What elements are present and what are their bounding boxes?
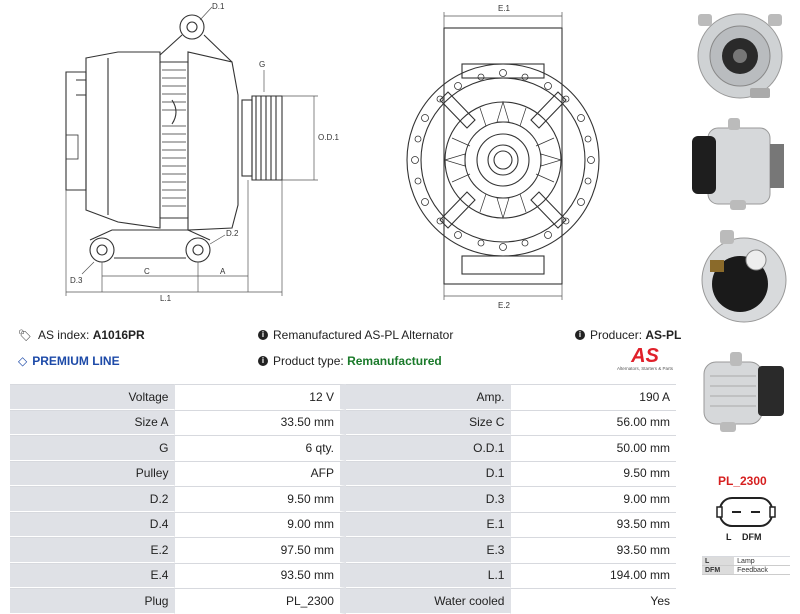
- spec-value: Yes: [510, 588, 676, 614]
- label-d3: D.3: [70, 276, 83, 285]
- spec-row: [10, 384, 676, 410]
- alternator-side-image: [690, 114, 790, 214]
- plug-title: PL_2300: [718, 474, 767, 488]
- spec-value: AFP: [174, 461, 346, 487]
- spec-value: 9.50 mm: [510, 461, 676, 487]
- spec-label: Voltage: [10, 384, 174, 410]
- product-photo-angle[interactable]: [690, 336, 790, 441]
- info-icon: i: [258, 356, 268, 366]
- spec-value: 56.00 mm: [510, 410, 676, 436]
- spec-row: [10, 410, 676, 436]
- as-pl-logo: [612, 346, 678, 371]
- spec-value: 9.00 mm: [174, 512, 346, 538]
- spec-label: Pulley: [10, 461, 174, 487]
- spec-label: E.1: [346, 512, 510, 538]
- spec-label: O.D.1: [346, 435, 510, 461]
- info-icon: i: [258, 330, 268, 340]
- premium-line[interactable]: [18, 354, 120, 368]
- spec-label: E.3: [346, 537, 510, 563]
- spec-value: 97.50 mm: [174, 537, 346, 563]
- front-view-drawing: [407, 28, 599, 284]
- spec-row: [10, 563, 676, 589]
- label-od1: O.D.1: [318, 133, 339, 142]
- alternator-front-image: [690, 4, 790, 104]
- spec-value: 190 A: [510, 384, 676, 410]
- spec-label: D.1: [346, 461, 510, 487]
- spec-value: 12 V: [174, 384, 346, 410]
- as-index: [18, 328, 145, 342]
- spec-value: 33.50 mm: [174, 410, 346, 436]
- spec-label: D.2: [10, 486, 174, 512]
- premium-line-label: PREMIUM LINE: [32, 354, 120, 368]
- spec-row: [10, 486, 676, 512]
- legend-desc: Lamp: [734, 557, 790, 566]
- description-text: Remanufactured AS-PL Alternator: [273, 328, 454, 342]
- plug-legend: [702, 556, 790, 575]
- diamond-icon: ◇: [18, 354, 28, 368]
- label-d1: D.1: [212, 2, 225, 11]
- spec-label: E.2: [10, 537, 174, 563]
- product-type: [258, 354, 442, 368]
- spec-label: Plug: [10, 588, 174, 614]
- description: [258, 328, 453, 342]
- spec-label: D.4: [10, 512, 174, 538]
- as-index-value: A1016PR: [92, 328, 145, 342]
- spec-label: Amp.: [346, 384, 510, 410]
- spec-value: PL_2300: [174, 588, 346, 614]
- spec-label: D.3: [346, 486, 510, 512]
- logo-tagline: Alternators, Starters & Parts: [616, 366, 674, 371]
- legend-key: L: [702, 557, 734, 566]
- spec-row: [10, 512, 676, 538]
- product-photo-rear[interactable]: [690, 226, 790, 331]
- spec-value: 9.50 mm: [174, 486, 346, 512]
- producer: [575, 328, 681, 342]
- alternator-angle-image: [690, 336, 790, 436]
- spec-value: 93.50 mm: [510, 537, 676, 563]
- spec-value: 194.00 mm: [510, 563, 676, 589]
- spec-label: Size A: [10, 410, 174, 436]
- label-g: G: [259, 60, 266, 69]
- dimension-lines: [66, 7, 318, 296]
- spec-value: 9.00 mm: [510, 486, 676, 512]
- legend-key: DFM: [702, 566, 734, 575]
- plug-connector-icon: [716, 494, 776, 530]
- spec-value: 93.50 mm: [174, 563, 346, 589]
- label-e1: E.1: [498, 4, 511, 13]
- spec-value: 6 qty.: [174, 435, 346, 461]
- alternator-rear-image: [690, 226, 790, 326]
- spec-table: [10, 384, 676, 614]
- product-type-value: Remanufactured: [347, 354, 442, 368]
- spec-row: [10, 461, 676, 487]
- product-photo-front[interactable]: [690, 4, 790, 109]
- product-type-label: Product type:: [273, 354, 344, 368]
- label-c: C: [144, 267, 150, 276]
- legend-row: [702, 566, 790, 575]
- spec-row: [10, 537, 676, 563]
- legend-desc: Feedback: [734, 566, 790, 575]
- label-d2: D.2: [226, 229, 239, 238]
- side-view-drawing: [66, 15, 282, 262]
- spec-label: L.1: [346, 563, 510, 589]
- spec-label: E.4: [10, 563, 174, 589]
- label-a: A: [220, 267, 226, 276]
- label-l1: L.1: [160, 294, 172, 303]
- plug-pin-l: L: [726, 532, 732, 542]
- technical-drawing: [0, 0, 680, 320]
- spec-label: G: [10, 435, 174, 461]
- producer-label: Producer:: [590, 328, 643, 342]
- label-e2: E.2: [498, 301, 511, 310]
- spec-value: 93.50 mm: [510, 512, 676, 538]
- as-index-label: AS index:: [37, 328, 90, 342]
- producer-value: AS-PL: [645, 328, 682, 342]
- spec-row: [10, 588, 676, 614]
- plug-pin-dfm: DFM: [742, 532, 762, 542]
- info-icon: i: [575, 330, 585, 340]
- logo-mark: AS: [631, 345, 659, 367]
- legend-row: [702, 557, 790, 566]
- spec-label: Water cooled: [346, 588, 510, 614]
- tag-icon: 🏷: [18, 329, 32, 342]
- product-photo-side[interactable]: [690, 114, 790, 219]
- spec-row: [10, 435, 676, 461]
- spec-value: 50.00 mm: [510, 435, 676, 461]
- spec-label: Size C: [346, 410, 510, 436]
